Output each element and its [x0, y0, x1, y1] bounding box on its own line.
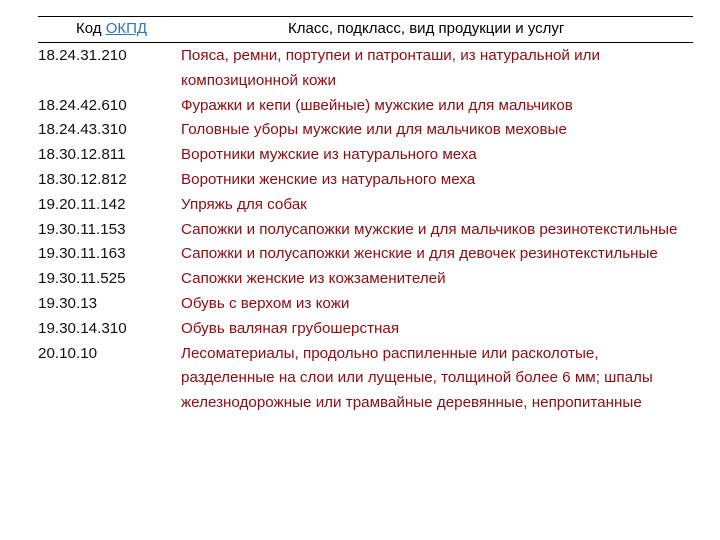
- table-row: [38, 44, 693, 94]
- table-row: [38, 292, 693, 317]
- table-row: [38, 94, 693, 119]
- row-description: Лесоматериалы, продольно распиленные или расколотые, разделенные на слои или лущеные, толщиной более 6 мм; шпалы железнодорожные или трамвайные деревянные, непропитанные: [181, 344, 653, 412]
- header-code: [76, 20, 147, 37]
- row-code: 19.20.11.142: [38, 195, 126, 213]
- row-code: 19.30.11.525: [38, 270, 126, 288]
- row-code: 18.24.42.610: [38, 96, 127, 114]
- table-row: [38, 143, 693, 168]
- table-row: [38, 317, 693, 342]
- table-row: [38, 193, 693, 218]
- table-row: [38, 168, 693, 193]
- row-description: Сапожки и полусапожки женские и для девочек резинотекстильные: [181, 245, 658, 263]
- row-description: Упряжь для собак: [181, 195, 307, 213]
- row-code: 18.30.12.812: [38, 170, 127, 188]
- row-code: 20.10.10: [38, 344, 98, 362]
- row-description: Обувь с верхом из кожи: [181, 294, 350, 312]
- row-description: Обувь валяная грубошерстная: [181, 319, 400, 337]
- header-okpd-link[interactable]: ОКПД: [105, 20, 148, 37]
- table-row: [38, 342, 693, 416]
- row-code: 19.30.13: [38, 294, 98, 312]
- row-code: 19.30.11.163: [38, 245, 126, 263]
- okpd-table: [38, 44, 693, 416]
- row-description: Воротники мужские из натурального меха: [181, 146, 477, 164]
- row-code: 19.30.11.153: [38, 220, 126, 238]
- row-description: Фуражки и кепи (швейные) мужские или для мальчиков: [181, 96, 573, 114]
- table-row: [38, 242, 693, 267]
- row-description: Пояса, ремни, портупеи и патронташи, из натуральной или композиционной кожи: [181, 47, 600, 89]
- row-code: 19.30.14.310: [38, 319, 127, 337]
- table-row: [38, 218, 693, 243]
- header-code-label: Код: [76, 20, 102, 37]
- row-description: Сапожки и полусапожки мужские и для мальчиков резинотекстильные: [181, 220, 678, 238]
- header-class: Класс, подкласс, вид продукции и услуг: [288, 20, 565, 37]
- row-code: 18.24.43.310: [38, 121, 127, 139]
- table-row: [38, 118, 693, 143]
- row-description: Сапожки женские из кожзаменителей: [181, 270, 446, 288]
- table-row: [38, 267, 693, 292]
- table-header-rule: [38, 42, 693, 43]
- table-top-rule: [38, 16, 693, 17]
- row-code: 18.24.31.210: [38, 47, 127, 64]
- row-description: Головные уборы мужские или для мальчиков меховые: [181, 121, 567, 139]
- row-description: Воротники женские из натурального меха: [181, 170, 476, 188]
- row-code: 18.30.12.811: [38, 146, 126, 164]
